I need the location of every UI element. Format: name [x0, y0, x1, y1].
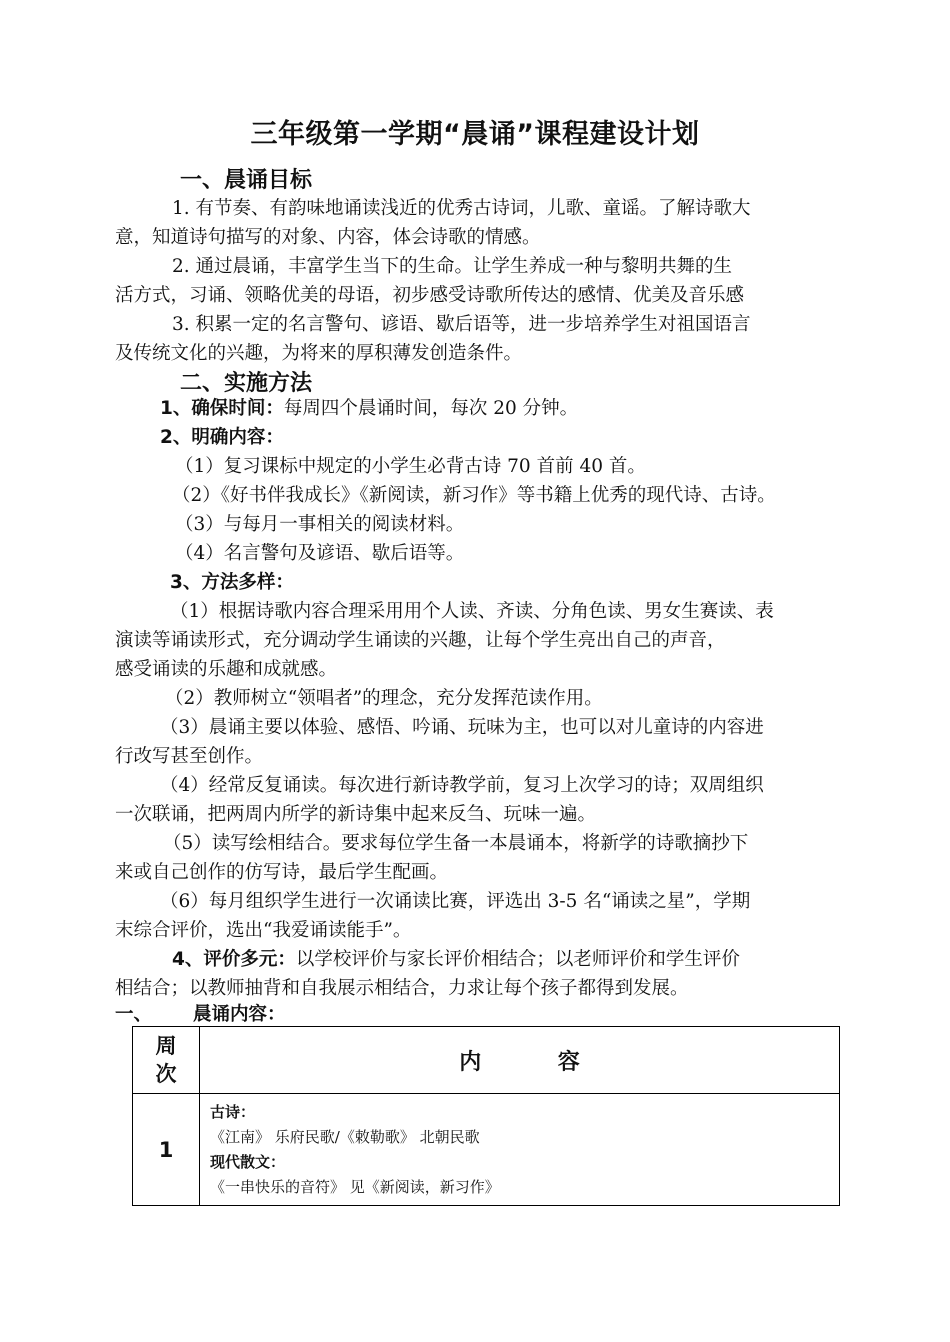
section2-heading: 二、实施方法 [180, 371, 313, 396]
row-text-1: 《江南》 乐府民歌/《敕勒歌》 北朝民歌 [210, 1127, 480, 1146]
item1-text: 每周四个晨诵时间，每次 20 分钟。 [283, 398, 579, 419]
table-row [133, 1094, 840, 1206]
method-line-5: （3）晨诵主要以体验、感悟、吟诵、玩味为主，也可以对儿童诗的内容进 [160, 717, 764, 738]
item1-label: 1、确保时间： [160, 398, 284, 419]
method-line-9: （5）读写绘相结合。要求每位学生备一本晨诵本，将新学的诗歌摘抄下 [163, 833, 749, 854]
row-week: 1 [133, 1094, 200, 1206]
method-line-1: （1）根据诗歌内容合理采用用个人读、齐读、分角色读、男女生赛读、表 [170, 601, 774, 622]
method-line-2: 演读等诵读形式，充分调动学生诵读的兴趣，让每个学生亮出自己的声音， [115, 630, 726, 651]
item2-label: 2、明确内容： [160, 427, 284, 448]
goal-line-5: 3. 积累一定的名言警句、谚语、歇后语等，进一步培养学生对祖国语言 [172, 314, 751, 335]
content-line-3: （3）与每月一事相关的阅读材料。 [175, 514, 465, 535]
method-line-12: 末综合评价，选出“我爱诵读能手”。 [115, 920, 412, 941]
section3-heading: 晨诵内容： [193, 1004, 286, 1025]
method-line-7: （4）经常反复诵读。每次进行新诗教学前，复习上次学习的诗；双周组织 [160, 775, 764, 796]
header-week-line-1: 周 [155, 1034, 177, 1058]
content-line-1: （1）复习课标中规定的小学生必背古诗 70 首前 40 首。 [175, 456, 646, 477]
method-line-8: 一次联诵，把两周内所学的新诗集中起来反刍、玩味一遍。 [115, 804, 597, 825]
goal-line-2: 意，知道诗句描写的对象、内容，体会诗歌的情感。 [115, 227, 541, 248]
goal-line-6: 及传统文化的兴趣，为将来的厚积薄发创造条件。 [115, 343, 523, 364]
goal-line-1: 1. 有节奏、有韵味地诵读浅近的优秀古诗词，儿歌、童谣。了解诗歌大 [172, 198, 751, 219]
method-line-4: （2）教师树立“领唱者”的理念，充分发挥范读作用。 [165, 688, 603, 709]
method-item-1 [160, 394, 578, 424]
header-content [200, 1027, 840, 1094]
goal-line-4: 活方式，习诵、领略优美的母语，初步感受诗歌所传达的感情、优美及音乐感 [115, 285, 745, 306]
section1-heading: 一、晨诵目标 [180, 168, 313, 193]
method-line-3: 感受诵读的乐趣和成就感。 [115, 659, 338, 680]
header-content-label: 内 容 [459, 1049, 580, 1075]
item3-label: 3、方法多样： [170, 572, 294, 593]
header-week [133, 1027, 200, 1094]
header-week-line-2: 次 [155, 1062, 177, 1086]
page-title: 三年级第一学期“晨诵”课程建设计划 [250, 119, 700, 150]
method-item-2 [160, 423, 284, 453]
item4-label: 4、评价多元： [172, 949, 296, 970]
item4-text-line-2: 相结合；以教师抽背和自我展示相结合，力求让每个孩子都得到发展。 [115, 978, 689, 999]
goal-line-3: 2. 通过晨诵，丰富学生当下的生命。让学生养成一种与黎明共舞的生 [172, 256, 733, 277]
row-text-2: 《一串快乐的音符》 见《新阅读，新习作》 [210, 1177, 500, 1196]
row-label-1: 古诗： [210, 1102, 256, 1121]
method-line-11: （6）每月组织学生进行一次诵读比赛，评选出 3-5 名“诵读之星”，学期 [160, 891, 751, 912]
method-line-6: 行改写甚至创作。 [115, 746, 264, 767]
method-item-4 [172, 945, 740, 975]
method-item-3 [170, 568, 294, 598]
row-label-2: 现代散文： [210, 1152, 286, 1171]
item4-text: 以学校评价与家长评价相结合；以老师评价和学生评价 [295, 949, 740, 970]
schedule-table [132, 1026, 840, 1206]
content-line-2: （2）《好书伴我成长》《新阅读，新习作》等书籍上优秀的现代诗、古诗。 [172, 485, 776, 506]
content-line-4: （4）名言警句及谚语、歇后语等。 [175, 543, 465, 564]
method-line-10: 来或自己创作的仿写诗，最后学生配画。 [115, 862, 449, 883]
row-content [200, 1094, 840, 1206]
table-header-row [133, 1027, 840, 1094]
section3-number: 一、 [115, 1004, 153, 1025]
